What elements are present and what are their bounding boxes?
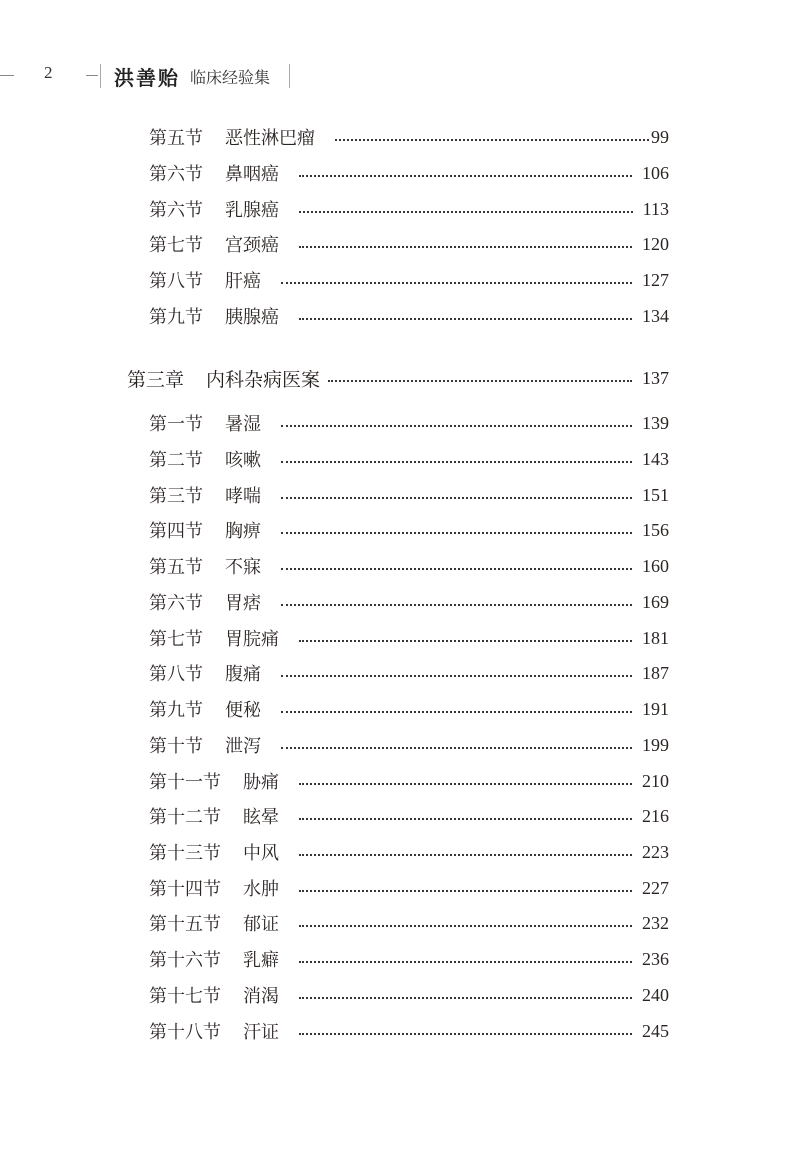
- book-title: 临床经验集: [190, 68, 271, 87]
- dot-leader: [299, 1033, 632, 1035]
- page-ref: 236: [642, 948, 669, 969]
- page-ref: 151: [642, 484, 669, 505]
- page-ref: 232: [642, 912, 669, 933]
- toc-entry[interactable]: [149, 696, 669, 722]
- section-title: 胰腺癌: [225, 307, 279, 328]
- toc-entry[interactable]: [149, 625, 669, 651]
- dot-leader: [281, 711, 632, 713]
- dot-leader: [299, 854, 632, 856]
- section-title: 胁痛: [243, 772, 279, 793]
- section-title: 汗证: [243, 1022, 279, 1043]
- section-title: 暑湿: [225, 414, 261, 435]
- dot-leader: [281, 568, 632, 570]
- header-rule-left: [0, 75, 14, 76]
- section-title: 中风: [243, 843, 279, 864]
- book-author: 洪善贻: [114, 66, 180, 90]
- toc-entry[interactable]: [149, 160, 669, 186]
- section-title: 郁证: [243, 914, 279, 935]
- section-title: 胃痞: [225, 593, 261, 614]
- section-number: 第五节: [149, 557, 203, 578]
- dot-leader: [299, 211, 633, 213]
- section-number: 第五节: [149, 128, 203, 149]
- section-title: 胸痹: [225, 521, 261, 542]
- page-ref: 245: [642, 1020, 669, 1041]
- section-number: 第十八节: [149, 1022, 221, 1043]
- section-number: 第六节: [149, 593, 203, 614]
- page-ref: 216: [642, 805, 669, 826]
- dot-leader: [299, 175, 632, 177]
- toc-entry[interactable]: [149, 1018, 669, 1044]
- toc-entry[interactable]: [149, 517, 669, 543]
- toc-chapter-entry[interactable]: [127, 365, 669, 391]
- section-title: 乳癖: [243, 950, 279, 971]
- section-title: 咳嗽: [225, 450, 261, 471]
- page-ref: 240: [642, 984, 669, 1005]
- section-title: 不寐: [225, 557, 261, 578]
- section-title: 泄泻: [225, 736, 261, 757]
- section-number: 第六节: [149, 200, 203, 221]
- page-ref: 99: [651, 126, 669, 147]
- toc-entry[interactable]: [149, 875, 669, 901]
- toc-entry[interactable]: [149, 589, 669, 615]
- toc-entry[interactable]: [149, 231, 669, 257]
- toc-entry[interactable]: [149, 946, 669, 972]
- page-ref: 113: [642, 198, 669, 219]
- toc-entry[interactable]: [149, 839, 669, 865]
- section-number: 第十三节: [149, 843, 221, 864]
- page-ref: 187: [642, 662, 669, 683]
- section-number: 第七节: [149, 629, 203, 650]
- dot-leader: [299, 890, 632, 892]
- toc-entry[interactable]: [149, 660, 669, 686]
- page-ref: 134: [642, 305, 669, 326]
- toc-entry[interactable]: [149, 910, 669, 936]
- dot-leader: [281, 497, 632, 499]
- section-title: 宫颈癌: [225, 235, 279, 256]
- section-title: 消渴: [243, 986, 279, 1007]
- section-number: 第六节: [149, 164, 203, 185]
- toc-entry[interactable]: [149, 446, 669, 472]
- page-ref: 191: [642, 698, 669, 719]
- section-number: 第二节: [149, 450, 203, 471]
- dot-leader: [328, 380, 632, 382]
- section-number: 第十五节: [149, 914, 221, 935]
- chapter-number: 第三章: [127, 368, 185, 391]
- dot-leader: [299, 997, 632, 999]
- toc-entry[interactable]: [149, 482, 669, 508]
- dot-leader: [299, 246, 632, 248]
- section-number: 第十七节: [149, 986, 221, 1007]
- section-title: 乳腺癌: [225, 200, 279, 221]
- section-number: 第一节: [149, 414, 203, 435]
- page-ref: 160: [642, 555, 669, 576]
- section-number: 第十六节: [149, 950, 221, 971]
- dot-leader: [281, 461, 632, 463]
- page-ref: 223: [642, 841, 669, 862]
- dot-leader: [299, 961, 632, 963]
- section-number: 第十节: [149, 736, 203, 757]
- page-ref: 210: [642, 770, 669, 791]
- section-title: 腹痛: [225, 664, 261, 685]
- section-number: 第八节: [149, 664, 203, 685]
- toc-entry[interactable]: [149, 410, 669, 436]
- section-title: 恶性淋巴瘤: [225, 128, 315, 149]
- section-number: 第十一节: [149, 772, 221, 793]
- dot-leader: [299, 640, 632, 642]
- section-number: 第九节: [149, 700, 203, 721]
- toc-entry[interactable]: [149, 732, 669, 758]
- section-number: 第三节: [149, 486, 203, 507]
- section-title: 胃脘痛: [225, 629, 279, 650]
- dot-leader: [281, 532, 632, 534]
- page-ref: 169: [642, 591, 669, 612]
- toc-entry[interactable]: [149, 267, 669, 293]
- section-number: 第四节: [149, 521, 203, 542]
- header-divider: [100, 64, 101, 88]
- toc-entry[interactable]: [149, 196, 669, 222]
- section-title: 眩晕: [243, 807, 279, 828]
- toc-entry[interactable]: [149, 982, 669, 1008]
- chapter-title: 内科杂病医案: [206, 368, 321, 391]
- page-ref: 120: [642, 233, 669, 254]
- page-ref: 137: [642, 367, 669, 388]
- running-header: [0, 60, 800, 90]
- page-number: 2: [44, 63, 53, 82]
- section-number: 第七节: [149, 235, 203, 256]
- toc-entry[interactable]: [149, 124, 669, 150]
- toc-entry[interactable]: [149, 303, 669, 329]
- dot-leader: [299, 818, 632, 820]
- page-ref: 127: [642, 269, 669, 290]
- dot-leader: [299, 318, 632, 320]
- section-title: 鼻咽癌: [225, 164, 279, 185]
- toc-entry[interactable]: [149, 553, 669, 579]
- dot-leader: [281, 425, 632, 427]
- page-ref: 181: [642, 627, 669, 648]
- header-dash: [86, 75, 98, 76]
- dot-leader: [299, 783, 632, 785]
- toc-entry[interactable]: [149, 803, 669, 829]
- page-ref: 227: [642, 877, 669, 898]
- section-title: 便秘: [225, 700, 261, 721]
- toc-entry[interactable]: [149, 768, 669, 794]
- section-number: 第十二节: [149, 807, 221, 828]
- section-number: 第八节: [149, 271, 203, 292]
- dot-leader: [335, 139, 649, 141]
- dot-leader: [281, 747, 632, 749]
- section-title: 水肿: [243, 879, 279, 900]
- section-number: 第九节: [149, 307, 203, 328]
- dot-leader: [281, 675, 632, 677]
- header-divider: [289, 64, 290, 88]
- dot-leader: [281, 282, 632, 284]
- dot-leader: [299, 925, 632, 927]
- section-title: 肝癌: [225, 271, 261, 292]
- section-number: 第十四节: [149, 879, 221, 900]
- section-title: 哮喘: [225, 486, 261, 507]
- page-ref: 143: [642, 448, 669, 469]
- page-ref: 156: [642, 519, 669, 540]
- dot-leader: [281, 604, 632, 606]
- page-ref: 139: [642, 412, 669, 433]
- page-ref: 199: [642, 734, 669, 755]
- page-ref: 106: [642, 162, 669, 183]
